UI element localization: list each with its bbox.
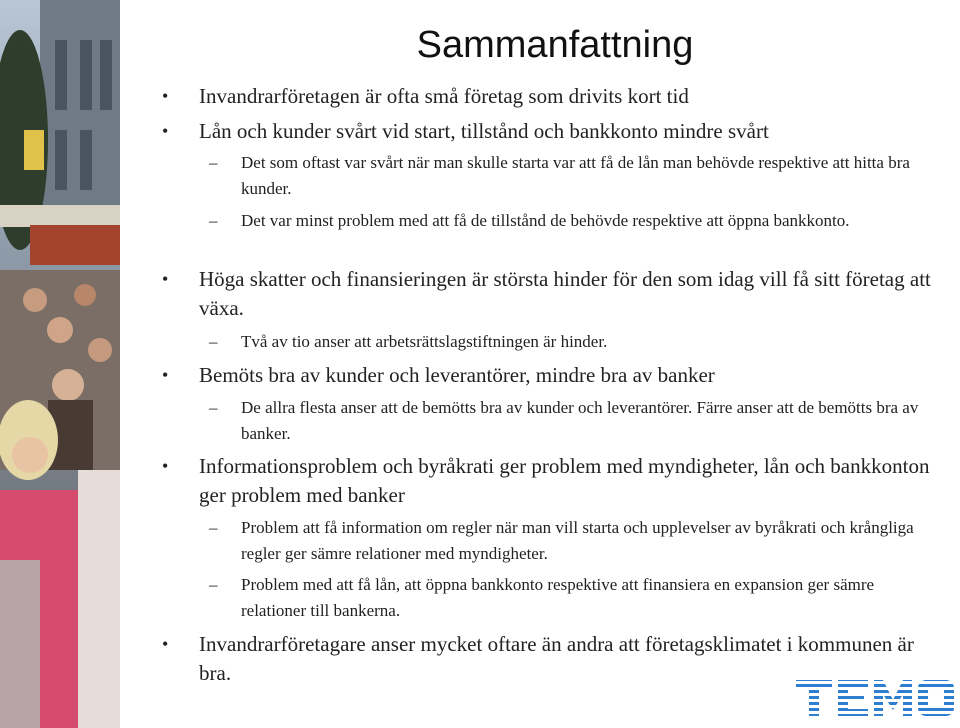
page-title: Sammanfattning — [416, 24, 694, 66]
bullet-text: Höga skatter och finansieringen är största hinder för den som idag vill få sitt företag att växa. — [199, 267, 931, 320]
bullet-icon: • — [162, 456, 169, 476]
bullet-icon: • — [162, 86, 169, 106]
dash-icon: – — [209, 518, 218, 537]
temo-logo-icon — [796, 678, 956, 718]
crowd-photo-icon — [0, 0, 120, 728]
bullet-icon: • — [162, 121, 169, 141]
dash-icon: – — [209, 575, 218, 594]
bullet-icon: • — [162, 634, 169, 654]
sub-bullet-text: De allra flesta anser att de bemötts bra av kunder och leverantörer. Färre anser att de bemötts bra av banker. — [241, 398, 919, 443]
sub-bullet-text: Det som oftast var svårt när man skulle starta var att få de lån man behövde respektive att hitta bra kunder. — [241, 153, 910, 198]
bullet-text: Lån och kunder svårt vid start, tillstånd och bankkonto mindre svårt — [199, 119, 769, 143]
bullet-text: Invandrarföretagare anser mycket oftare än andra att företagsklimatet i kommunen är bra. — [199, 632, 914, 685]
side-photo — [0, 0, 120, 728]
bullet-text: Informationsproblem och byråkrati ger problem med myndigheter, lån och bankkonton ger problem med banker — [199, 454, 930, 507]
sub-bullet-text: Det var minst problem med att få de tillstånd de behövde respektive att öppna bankkonto. — [241, 211, 850, 230]
dash-icon: – — [209, 211, 218, 230]
temo-logo — [796, 678, 956, 718]
dash-icon: – — [209, 153, 218, 172]
sub-bullet-text: Problem att få information om regler när man vill starta och upplevelser av byråkrati och krångliga regler ger sämre relationer med myndigheter. — [241, 518, 914, 563]
sub-bullet-text: Två av tio anser att arbetsrättslagstiftningen är hinder. — [241, 332, 608, 351]
dash-icon: – — [209, 332, 218, 351]
sub-bullet-text: Problem med att få lån, att öppna bankkonto respektive att finansiera en expansion ger sämre relationer till bankerna. — [241, 575, 875, 620]
bullet-icon: • — [162, 365, 169, 385]
bullet-text: Bemöts bra av kunder och leverantörer, mindre bra av banker — [199, 363, 715, 387]
bullet-text: Invandrarföretagen är ofta små företag som drivits kort tid — [199, 84, 689, 108]
bullet-icon: • — [162, 269, 169, 289]
dash-icon: – — [209, 398, 218, 417]
